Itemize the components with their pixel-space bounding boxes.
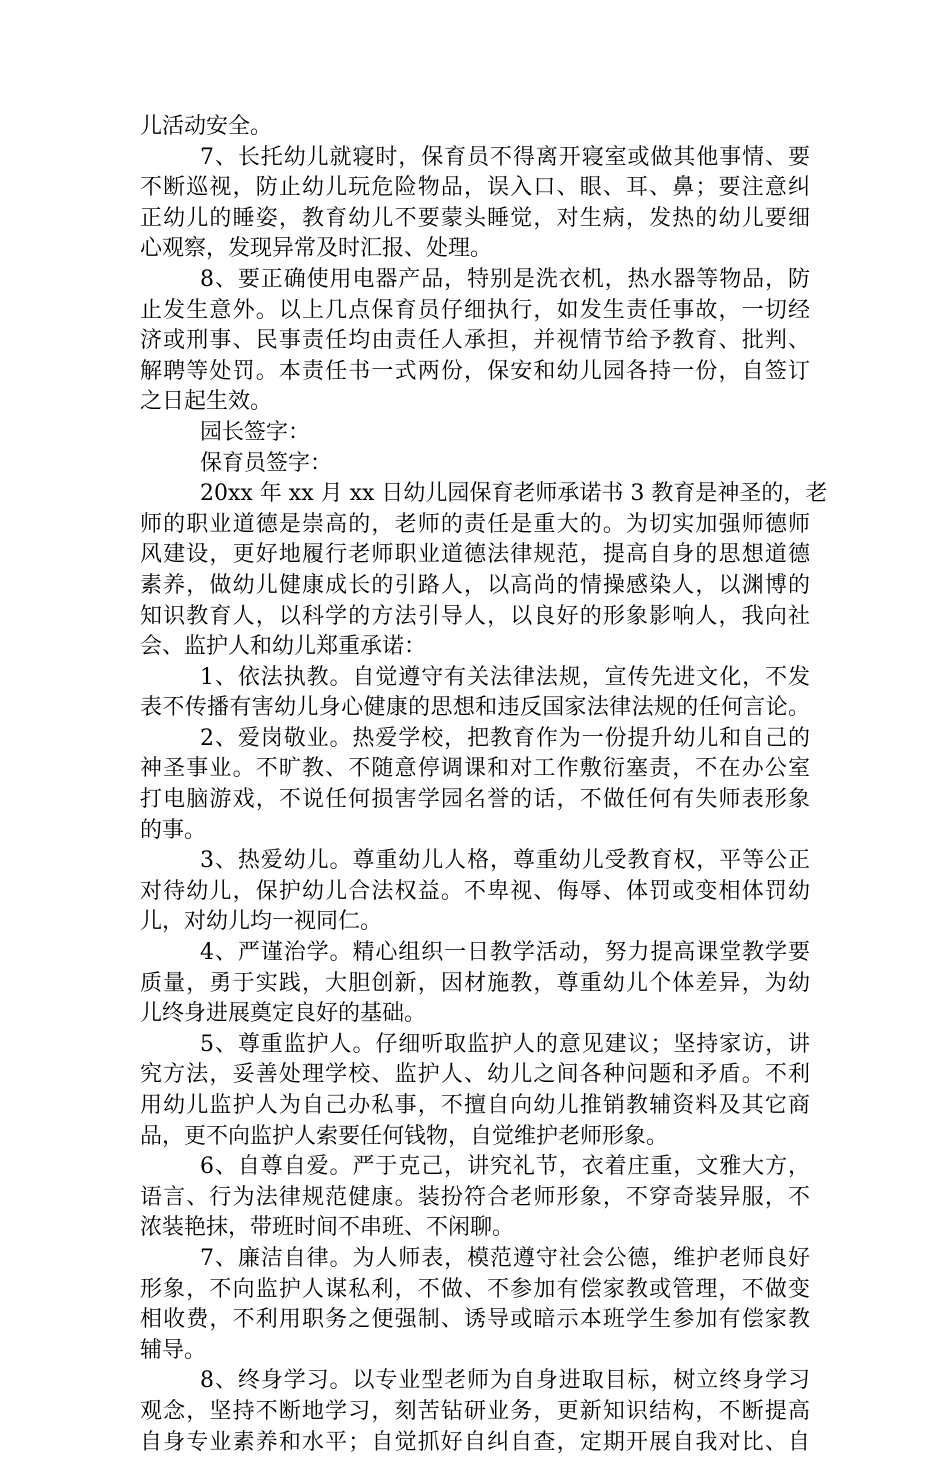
text-line: 8、要正确使用电器产品，特别是洗衣机，热水器等物品，防 (200, 266, 810, 292)
text-line: 究方法，妥善处理学校、监护人、幼儿之间各种问题和矛盾。不利 (140, 1062, 810, 1088)
text-line: 3、热爱幼儿。尊重幼儿人格，尊重幼儿受教育权，平等公正 (200, 848, 810, 874)
text-line: 之日起生效。 (140, 389, 273, 415)
text-line: 保育员签字： (200, 450, 333, 476)
text-line: 儿活动安全。 (140, 114, 273, 139)
text-line: 心观察，发现异常及时汇报、处理。 (140, 236, 493, 262)
text-line: 辅导。 (140, 1337, 207, 1363)
text-line: 的事。 (140, 817, 207, 843)
text-line: 风建设，更好地履行老师职业道德法律规范，提高自身的思想道德 (140, 542, 810, 568)
text-line: 正幼儿的睡姿，教育幼儿不要蒙头睡觉，对生病，发热的幼儿要细 (140, 205, 810, 231)
text-line: 儿，对幼儿均一视同仁。 (140, 909, 383, 935)
text-line: 不断巡视，防止幼儿玩危险物品，误入口、眼、耳、鼻；要注意纠 (140, 175, 810, 201)
text-line: 7、长托幼儿就寝时，保育员不得离开寝室或做其他事情、要 (200, 144, 810, 170)
text-line: 形象，不向监护人谋私利，不做、不参加有偿家教或管理，不做变 (140, 1276, 810, 1302)
text-line: 济或刑事、民事责任均由责任人承担，并视情节给予教育、批判、 (140, 328, 810, 354)
text-line: 师的职业道德是崇高的，老师的责任是重大的。为切实加强师德师 (140, 511, 810, 537)
text-line: 自身专业素养和水平；自觉抓好自纠自查，定期开展自我对比、自 (140, 1429, 810, 1455)
text-line: 观念，坚持不断地学习，刻苦钻研业务，更新知识结构，不断提高 (140, 1398, 810, 1424)
text-line: 4、严谨治学。精心组织一日教学活动，努力提高课堂教学要 (200, 940, 810, 966)
text-line: 6、自尊自爱。严于克己，讲究礼节，衣着庄重，文雅大方， (200, 1154, 810, 1180)
text-line: 对待幼儿，保护幼儿合法权益。不卑视、侮辱、体罚或变相体罚幼 (140, 878, 810, 904)
text-line: 表不传播有害幼儿身心健康的思想和违反国家法律法规的任何言论。 (140, 695, 810, 721)
text-line: 5、尊重监护人。仔细听取监护人的意见建议；坚持家访，讲 (200, 1031, 810, 1057)
text-line: 知识教育人，以科学的方法引导人，以良好的形象影响人，我向社 (140, 603, 810, 629)
text-line: 2、爱岗敬业。热爱学校，把教育作为一份提升幼儿和自己的 (200, 725, 810, 751)
text-line: 8、终身学习。以专业型老师为自身进取目标，树立终身学习 (200, 1368, 810, 1394)
text-line: 语言、行为法律规范健康。装扮符合老师形象，不穿奇装异服，不 (140, 1184, 810, 1210)
document-body (140, 112, 828, 1458)
text-line: 7、廉洁自律。为人师表，模范遵守社会公德，维护老师良好 (200, 1245, 810, 1271)
text-line: 品，更不向监护人索要任何钱物，自觉维护老师形象。 (140, 1123, 669, 1149)
text-line: 会、监护人和幼儿郑重承诺： (140, 634, 427, 660)
text-line: 浓装艳抹，带班时间不串班、不闲聊。 (140, 1215, 515, 1241)
text-line: 相收费，不利用职务之便强制、诱导或暗示本班学生参加有偿家教 (140, 1307, 810, 1333)
text-line: 质量，勇于实践，大胆创新，因材施教，尊重幼儿个体差异，为幼 (140, 970, 810, 996)
text-line: 解聘等处罚。本责任书一式两份，保安和幼儿园各持一份，自签订 (140, 358, 810, 384)
text-line: 神圣事业。不旷教、不随意停调课和对工作敷衍塞责，不在办公室 (140, 756, 810, 782)
text-line: 素养，做幼儿健康成长的引路人，以高尚的情操感染人，以渊博的 (140, 572, 810, 598)
text-line: 1、依法执教。自觉遵守有关法律法规，宣传先进文化，不发 (200, 664, 810, 690)
text-line: 用幼儿监护人为自己办私事，不擅自向幼儿推销教辅资料及其它商 (140, 1093, 810, 1118)
text-line: 儿终身进展奠定良好的基础。 (140, 1001, 427, 1027)
text-line: 园长签字： (200, 419, 311, 445)
text-line: 打电脑游戏，不说任何损害学园名誉的话，不做任何有失师表形象 (140, 787, 810, 813)
text-line: 20xx 年 xx 月 xx 日幼儿园保育老师承诺书 3 教育是神圣的，老 (200, 481, 828, 507)
text-line: 止发生意外。以上几点保育员仔细执行，如发生责任事故，一切经 (140, 297, 810, 323)
